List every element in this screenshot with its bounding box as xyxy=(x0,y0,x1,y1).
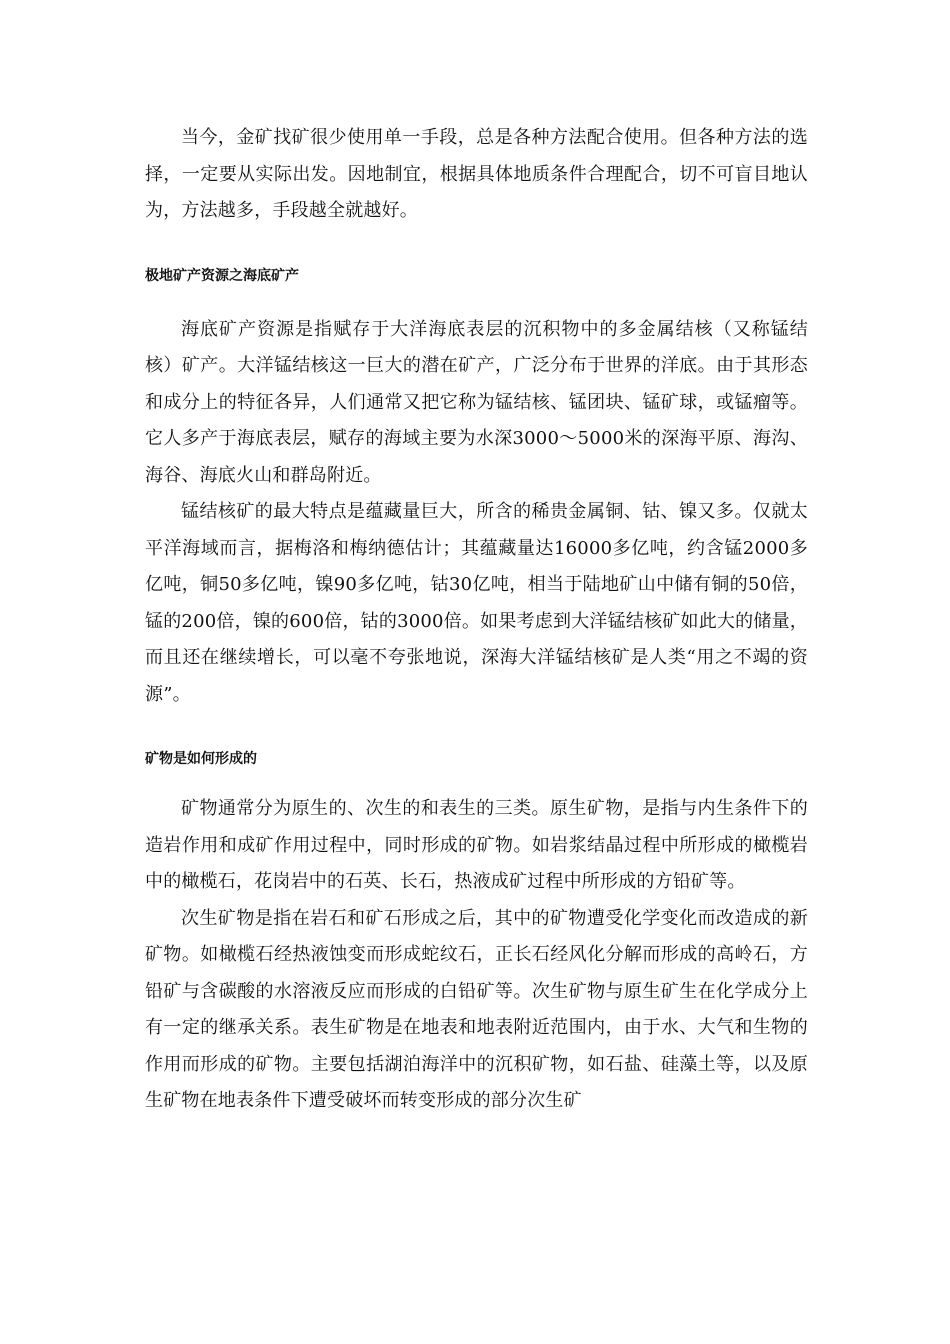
seabed-paragraph-1: 海底矿产资源是指赋存于大洋海底表层的沉积物中的多金属结核（又称锰结核）矿产。大洋锰结核这一巨大的潜在矿产，广泛分布于世界的洋底。由于其形态和成分上的特征各异，人们通常又把它称为锰结核、锰团块、锰矿球，或锰瘤等。它人多产于海底表层，赋存的海域主要为水深3000～5000米的深海平原、海沟、海谷、海底火山和群岛附近。 xyxy=(145,318,808,486)
formation-paragraph-1: 矿物通常分为原生的、次生的和表生的三类。原生矿物，是指与内生条件下的造岩作用和成矿作用过程中，同时形成的矿物。如岩浆结晶过程中所形成的橄榄岩中的橄榄石，花岗岩中的石英、长石，热液成矿过程中所形成的方铅矿等。 xyxy=(145,798,808,892)
intro-paragraph: 当今，金矿找矿很少使用单一手段，总是各种方法配合使用。但各种方法的选择，一定要从实际出发。因地制宜，根据具体地质条件合理配合，切不可盲目地认为，方法越多，手段越全就越好。 xyxy=(145,127,808,221)
section-heading-seabed-minerals: 极地矿产资源之海底矿产 xyxy=(145,267,299,284)
section-heading-mineral-formation: 矿物是如何形成的 xyxy=(145,751,257,767)
formation-paragraph-2: 次生矿物是指在岩石和矿石形成之后，其中的矿物遭受化学变化而改造成的新矿物。如橄榄石经热液蚀变而形成蛇纹石，正长石经风化分解而形成的高岭石，方铅矿与含碳酸的水溶液反应而形成的白铅矿等。次生矿物与原生矿生在化学成分上有一定的继承关系。表生矿物是在地表和地表附近范围内，由于水、大气和生物的作用而形成的矿物。主要包括湖泊海洋中的沉积矿物，如石盐、硅藻土等，以及原生矿物在地表条件下遭受破坏而转变形成的部分次生矿 xyxy=(145,907,808,1111)
seabed-paragraph-2: 锰结核矿的最大特点是蕴藏量巨大，所含的稀贵金属铜、钴、镍又多。仅就太平洋海域而言，据梅洛和梅纳德估计；其蕴藏量达16000多亿吨，约含锰2000多亿吨，铜50多亿吨，镍90多亿吨，钴30亿吨，相当于陆地矿山中储有铜的50倍，锰的200倍，镍的600倍，钴的3000倍。如果考虑到大洋锰结核矿如此大的储量，而且还在继续增长，可以毫不夸张地说，深海大洋锰结核矿是人类“用之不竭的资源”。 xyxy=(145,501,808,705)
document-body xyxy=(145,120,808,1120)
